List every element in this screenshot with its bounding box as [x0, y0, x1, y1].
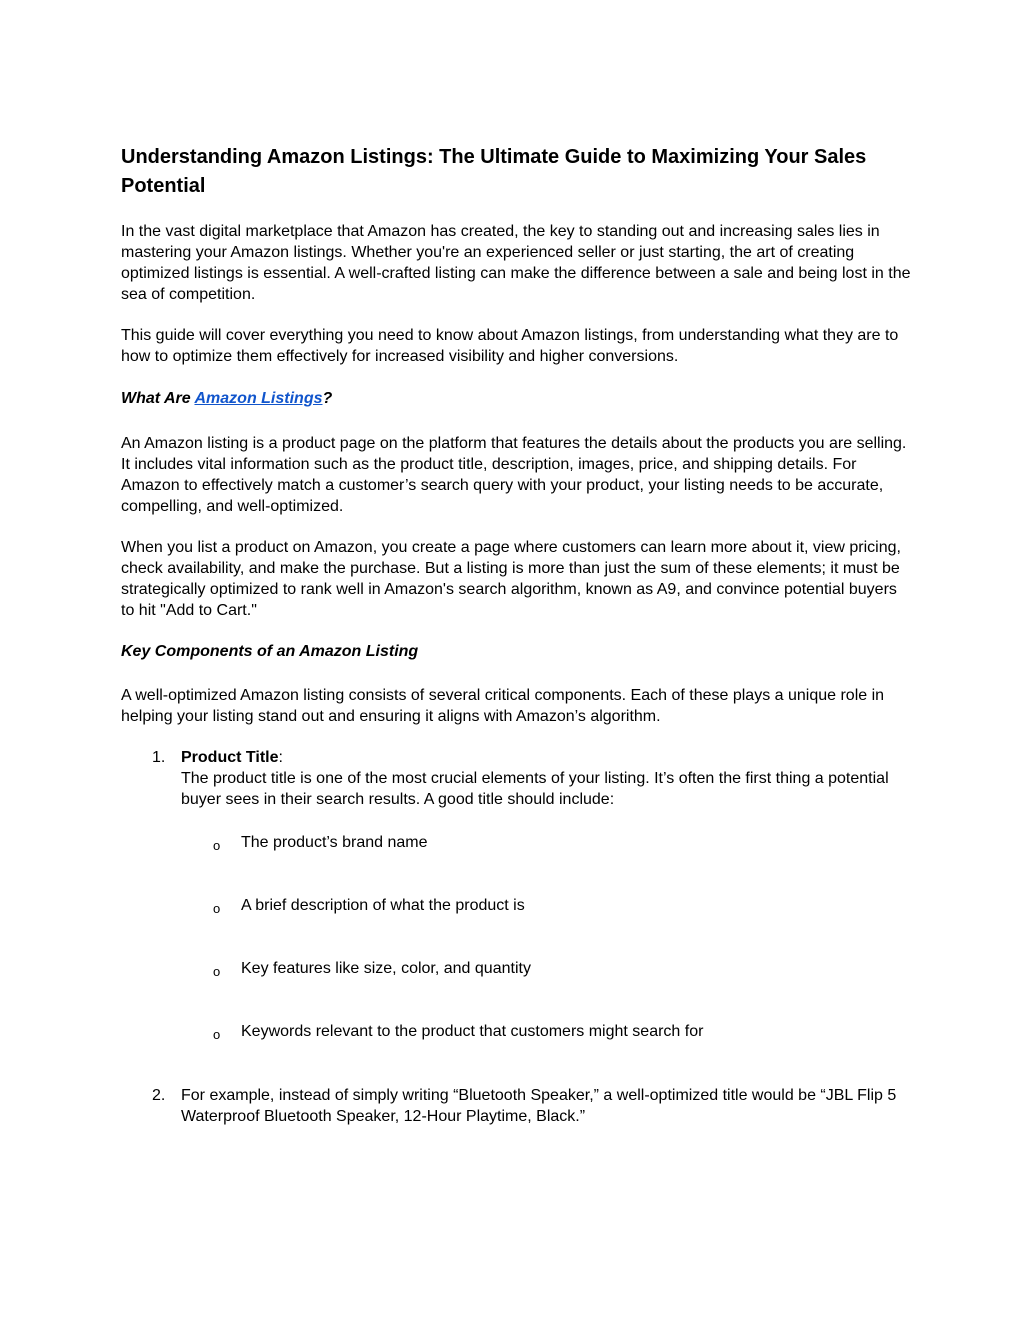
sub-bullet-list	[121, 832, 911, 1042]
list-item-example	[121, 1085, 911, 1127]
list-item	[121, 958, 911, 979]
amazon-listings-link[interactable]: Amazon Listings	[194, 390, 323, 407]
what-paragraph-2: When you list a product on Amazon, you create a page where customers can learn more about it, view pricing, check availability, and make the purchase. But a listing is more than just the sum of these elements; it must be strategically optimized to rank well in Amazon's search algorithm, known as A9, and convince potential buyers to hit "Add to Cart."	[121, 539, 901, 619]
bullet-text: Key features like size, color, and quantity	[241, 960, 531, 977]
what-paragraph-1: An Amazon listing is a product page on the platform that features the details about the products you are selling. It includes vital information such as the product title, description, images, price, and shipping details. For Amazon to effectively match a customer’s search query with your product, your listing needs to be accurate, compelling, and well-optimized.	[121, 435, 907, 515]
bullet-text: Keywords relevant to the product that customers might search for	[241, 1023, 704, 1040]
bullet-icon: o	[213, 838, 221, 853]
section-heading-key-components: Key Components of an Amazon Listing	[121, 643, 419, 660]
list-item-product-title	[121, 747, 911, 810]
list-item	[121, 1021, 911, 1042]
list-number: 1.	[152, 749, 166, 766]
heading-prefix: What Are	[121, 390, 195, 407]
list-item-text: The product title is one of the most crucial elements of your listing. It’s often the first thing a potential buyer sees in their search results. A good title should include:	[181, 770, 889, 808]
bullet-icon: o	[213, 964, 221, 979]
document-content	[121, 143, 911, 1127]
page-title: Understanding Amazon Listings: The Ultimate Guide to Maximizing Your Sales Potential	[121, 146, 867, 197]
guide-paragraph: This guide will cover everything you need to know about Amazon listings, from understanding what they are to how to optimize them effectively for increased visibility and higher conversions.	[121, 327, 899, 365]
list-item-colon: :	[278, 749, 283, 766]
intro-paragraph: In the vast digital marketplace that Amazon has created, the key to standing out and increasing sales lies in mastering your Amazon listings. Whether you're an experienced seller or just starting, the art of creating optimized listings is essential. A well-crafted listing can make the difference between a sale and being lost in the sea of competition.	[121, 223, 911, 303]
list-item-title: Product Title	[181, 749, 279, 766]
key-paragraph: A well-optimized Amazon listing consists of several critical components. Each of these plays a unique role in helping your listing stand out and ensuring it aligns with Amazon’s algorithm.	[121, 687, 885, 725]
bullet-icon: o	[213, 901, 221, 916]
section-heading-what-are	[121, 388, 911, 409]
list-item-text: For example, instead of simply writing “Bluetooth Speaker,” a well-optimized title would be “JBL Flip 5 Waterproof Bluetooth Speaker, 12-Hour Playtime, Black.”	[181, 1087, 897, 1125]
bullet-icon: o	[213, 1027, 221, 1042]
list-item	[121, 895, 911, 916]
list-item	[121, 832, 911, 853]
heading-suffix: ?	[322, 390, 333, 407]
bullet-text: The product’s brand name	[241, 834, 428, 851]
list-number: 2.	[152, 1087, 166, 1104]
bullet-text: A brief description of what the product is	[241, 897, 525, 914]
